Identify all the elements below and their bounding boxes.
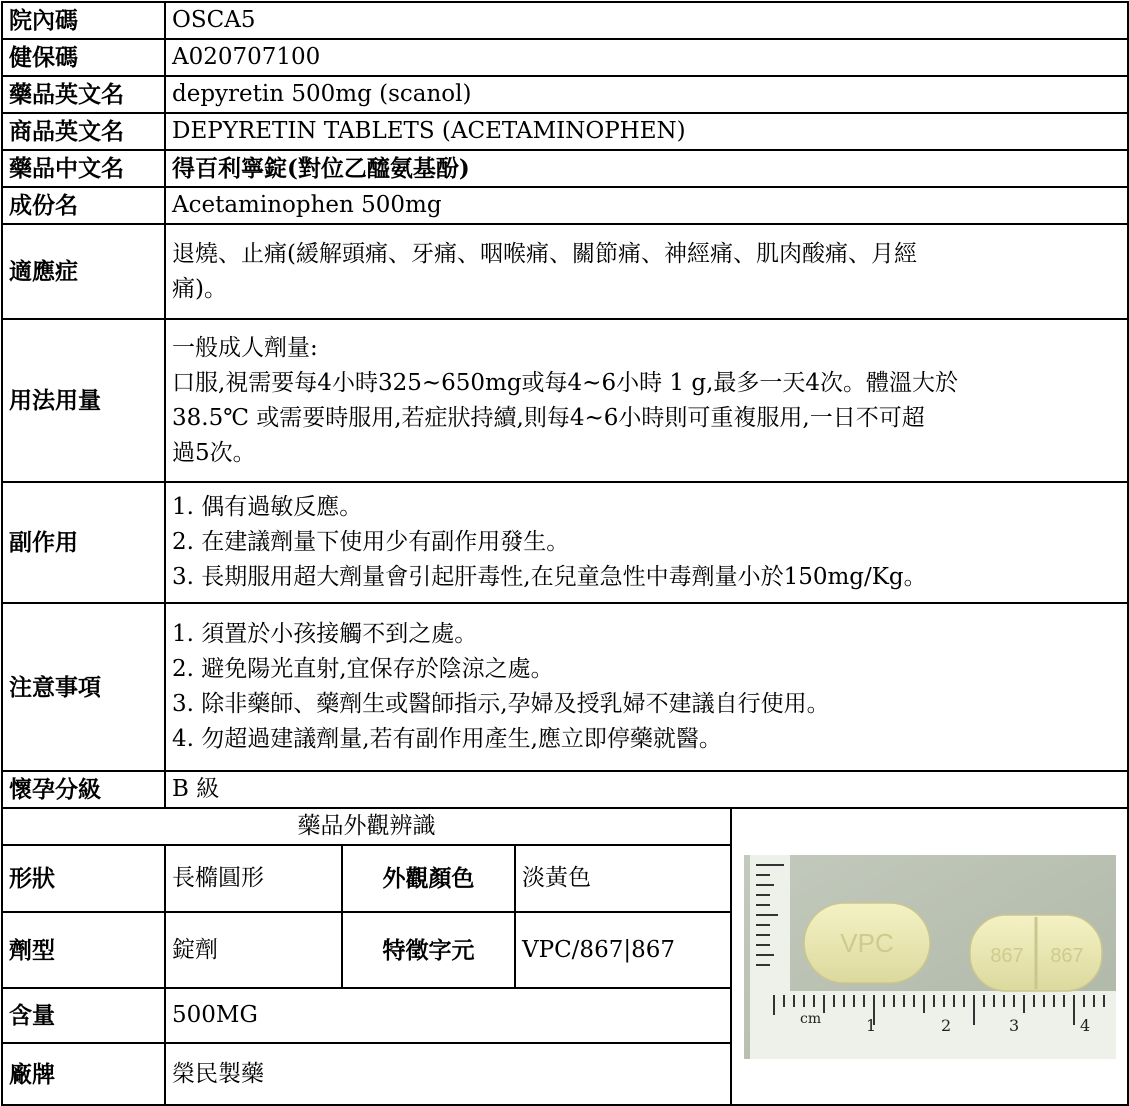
ruler-unit: cm [799,1010,821,1027]
value-shape: 長橢圓形 [165,845,342,912]
label-dosage: 用法用量 [2,319,165,482]
side-effect-item: 2. 在建議劑量下使用少有副作用發生。 [172,529,570,555]
label-strength: 含量 [2,988,165,1043]
precaution-item: 4. 勿超過建議劑量,若有副作用產生,應立即停藥就醫。 [172,726,722,752]
appearance-header: 藥品外觀辨識 [2,808,731,845]
row-hospital-code [2,2,1128,39]
label-color: 外觀顏色 [342,845,515,912]
tablet-photo-cell [731,808,1128,1105]
ruler-number: 3 [1008,1015,1019,1035]
label-imprint: 特徵字元 [342,912,515,988]
value-drug-zh-name: 得百利寧錠(對位乙醯氨基酚) [165,150,1128,187]
indication-line: 痛)。 [172,275,227,302]
ruler-number: 2 [940,1015,951,1035]
side-effect-item: 3. 長期服用超大劑量會引起肝毒性,在兒童急性中毒劑量小於150mg/Kg。 [172,564,927,590]
label-maker: 廠牌 [2,1043,165,1105]
label-drug-en-name: 藥品英文名 [2,76,165,113]
drug-info-table [1,1,1129,1106]
value-form: 錠劑 [165,912,342,988]
label-nhi-code: 健保碼 [2,39,165,76]
value-color: 淡黃色 [515,845,731,912]
label-shape: 形狀 [2,845,165,912]
tablet-right-imprint-a: 867 [989,944,1024,967]
row-side-effects [2,482,1128,603]
label-product-en-name: 商品英文名 [2,113,165,150]
row-pregnancy [2,771,1128,808]
value-strength: 500MG [165,988,731,1043]
indication-line: 退燒、止痛(緩解頭痛、牙痛、咽喉痛、關節痛、神經痛、肌肉酸痛、月經 [172,240,917,267]
row-nhi-code [2,39,1128,76]
value-side-effects [165,482,1128,603]
ruler-number: 4 [1079,1015,1090,1035]
precaution-item: 2. 避免陽光直射,宜保存於陰涼之處。 [172,656,554,682]
label-precautions: 注意事項 [2,603,165,771]
row-appearance-header [2,808,1128,845]
row-product-en-name [2,113,1128,150]
value-imprint: VPC/867|867 [515,912,731,988]
row-ingredient [2,187,1128,224]
ruler-number: 1 [865,1015,876,1035]
row-dosage [2,319,1128,482]
precaution-item: 3. 除非藥師、藥劑生或醫師指示,孕婦及授乳婦不建議自行使用。 [172,691,830,717]
dosage-line: 一般成人劑量: [172,334,318,361]
precaution-item: 1. 須置於小孩接觸不到之處。 [172,621,478,647]
tablet-right-imprint-b: 867 [1049,944,1084,967]
row-precautions [2,603,1128,771]
value-maker: 榮民製藥 [165,1043,731,1105]
value-pregnancy: B 級 [165,771,1128,808]
value-dosage [165,319,1128,482]
value-nhi-code: A020707100 [165,39,1128,76]
label-ingredient: 成份名 [2,187,165,224]
label-indication: 適應症 [2,224,165,319]
dosage-line: 38.5℃ 或需要時服用,若症狀持續,則每4~6小時則可重複服用,一日不可超 [172,404,925,431]
label-drug-zh-name: 藥品中文名 [2,150,165,187]
tablet-ruler-photo [744,855,1116,1059]
row-indication [2,224,1128,319]
row-drug-en-name [2,76,1128,113]
value-drug-en-name: depyretin 500mg (scanol) [165,76,1128,113]
dosage-line: 口服,視需要每4小時325~650mg或每4~6小時 1 g,最多一天4次。體溫大於 [172,369,959,396]
label-hospital-code: 院內碼 [2,2,165,39]
label-form: 劑型 [2,912,165,988]
tablet-photo [744,855,1116,1059]
value-hospital-code: OSCA5 [165,2,1128,39]
label-side-effects: 副作用 [2,482,165,603]
dosage-line: 過5次。 [172,439,256,466]
side-effect-item: 1. 偶有過敏反應。 [172,494,363,520]
tablet-left-imprint: VPC [839,927,894,958]
row-drug-zh-name [2,150,1128,187]
label-pregnancy: 懷孕分級 [2,771,165,808]
value-ingredient: Acetaminophen 500mg [165,187,1128,224]
value-product-en-name: DEPYRETIN TABLETS (ACETAMINOPHEN) [165,113,1128,150]
value-precautions [165,603,1128,771]
value-indication [165,224,1128,319]
